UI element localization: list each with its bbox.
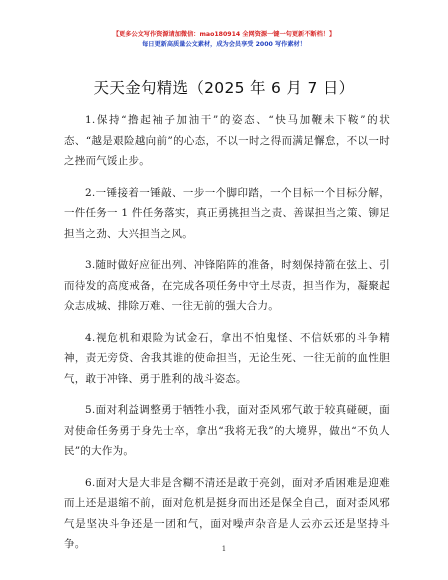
quote-paragraph-2: 2.一锤接着一锤敲、一步一个脚印踏，一个目标一个目标分解，一件任务一 1 件任务落实，真正勇挑担当之责、善谋担当之策、铆足担当之劲、大兴担当之风。 [64,186,390,240]
header-banner [0,30,448,50]
quote-paragraph-5: 5.面对利益调整勇于牺牲小我，面对歪风邪气敢于较真碰硬，面对使命任务勇于身先士卒，拿出“我将无我”的大境界，做出“不负人民”的大作为。 [64,404,390,457]
document-body [64,110,390,566]
quote-paragraph-4: 4.视危机和艰险为试金石，拿出不怕鬼怪、不信妖邪的斗争精神，责无旁贷、舍我其谁的使命担当，无论生死、一往无前的血性胆气，敢于冲锋、勇于胜利的战斗姿态。 [64,331,390,385]
banner-promo-line: 【更多公文写作资源请加微信：mao180914 全网资源一键一句更新不断档！】 [112,31,336,38]
quote-paragraph-6: 6.面对大是大非是含糊不清还是敢于亮剑，面对矛盾困难是迎难而上还是退缩不前，面对危机是挺身而出还是保全自己，面对歪风邪气是坚决斗争还是一团和气，面对噪声杂音是人云亦云还是坚持斗争。 [64,476,390,550]
quote-paragraph-1: 1.保持“撸起袖子加油干”的姿态、“快马加鞭未下鞍”的状态、“越是艰险越向前”的心态，不以一时之得而满足懈怠，不以一时之挫而气馁止步。 [64,114,390,167]
quote-paragraph-3: 3.随时做好应征出列、冲锋陷阵的准备，时刻保持箭在弦上、引而待发的高度戒备，在完成各项任务中守土尽责，担当作为，凝聚起众志成城、排除万难、一往无前的强大合力。 [64,259,390,312]
page-title: 天天金句精选（2025 年 6 月 7 日） [93,79,355,97]
page-number: 1 [221,545,227,553]
banner-update-line: 每日更新高质量公文素材，成为会员享受 2000 写作素材！ [142,41,306,48]
